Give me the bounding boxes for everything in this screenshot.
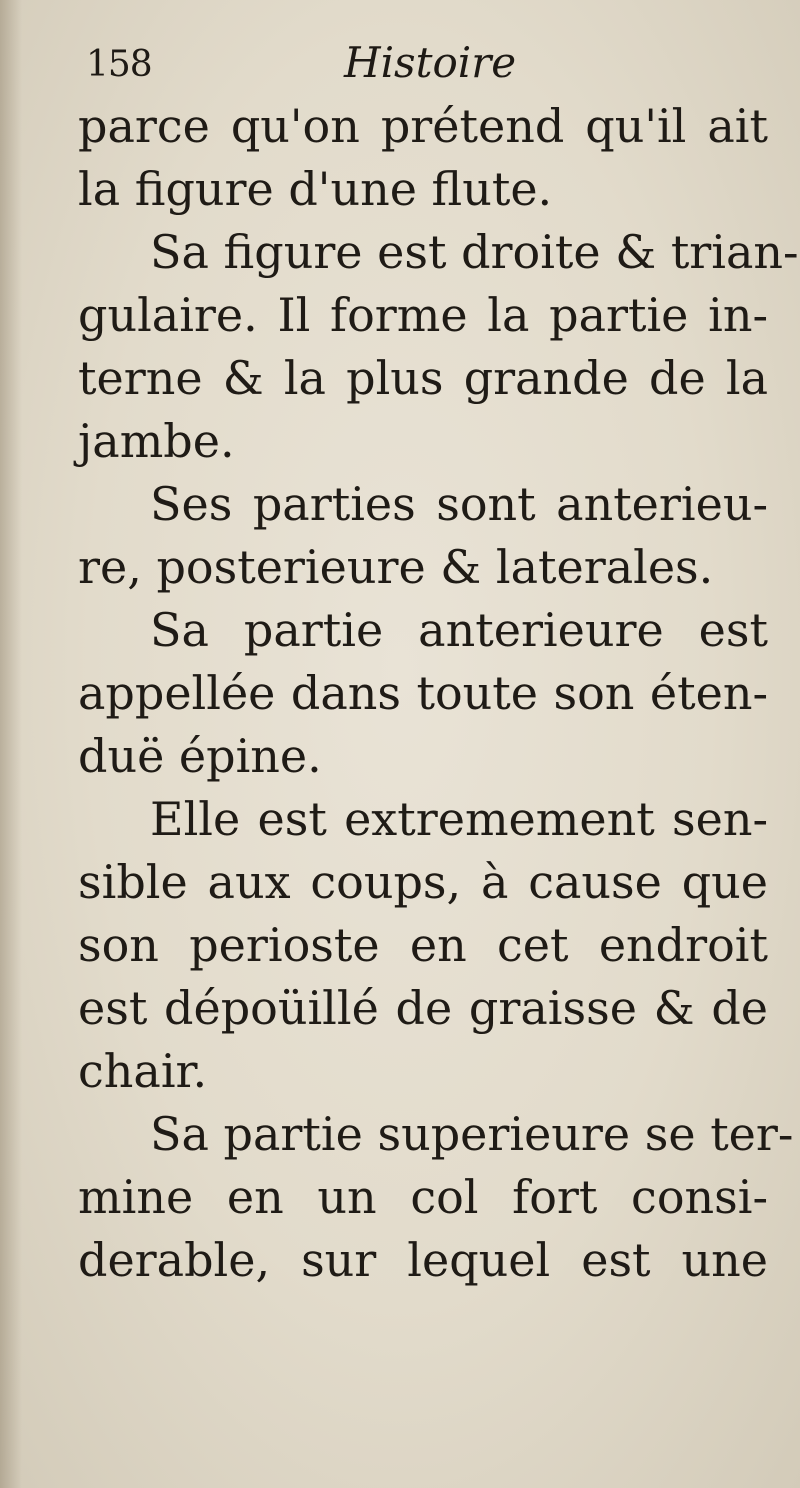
text-line: Sa partie superieure se ter- xyxy=(150,1107,794,1161)
text-line: est dépoüillé de graisse & de xyxy=(78,981,768,1035)
text-line: appellée dans toute son éten- xyxy=(78,666,768,720)
text-line: jambe. xyxy=(78,414,235,468)
text-line: chair. xyxy=(78,1044,208,1098)
text-line: Elle est extremement sen- xyxy=(150,792,768,846)
text-line: mine en un col fort consi- xyxy=(78,1170,768,1224)
text-line: duë épine. xyxy=(78,729,322,783)
page-number: 158 xyxy=(86,44,152,85)
text-line: Sa figure est droite & trian- xyxy=(150,225,799,279)
body-text xyxy=(78,95,799,1292)
text-line: gulaire. Il forme la partie in- xyxy=(78,288,768,342)
text-line: re, posterieure & laterales. xyxy=(78,540,714,594)
text-line: derable, sur lequel est une xyxy=(78,1233,768,1287)
text-line: Sa partie anterieure est xyxy=(150,603,768,657)
text-line: parce qu'on prétend qu'il ait xyxy=(78,99,768,153)
text-line: la figure d'une flute. xyxy=(78,162,553,216)
page-gutter-shadow xyxy=(0,0,22,1488)
text-line: terne & la plus grande de la xyxy=(78,351,768,405)
text-line: son perioste en cet endroit xyxy=(78,918,768,972)
page-header xyxy=(86,38,746,98)
text-line: Ses parties sont anterieu- xyxy=(150,477,768,531)
running-head: Histoire xyxy=(344,38,517,87)
text-line: sible aux coups, à cause que xyxy=(78,855,768,909)
